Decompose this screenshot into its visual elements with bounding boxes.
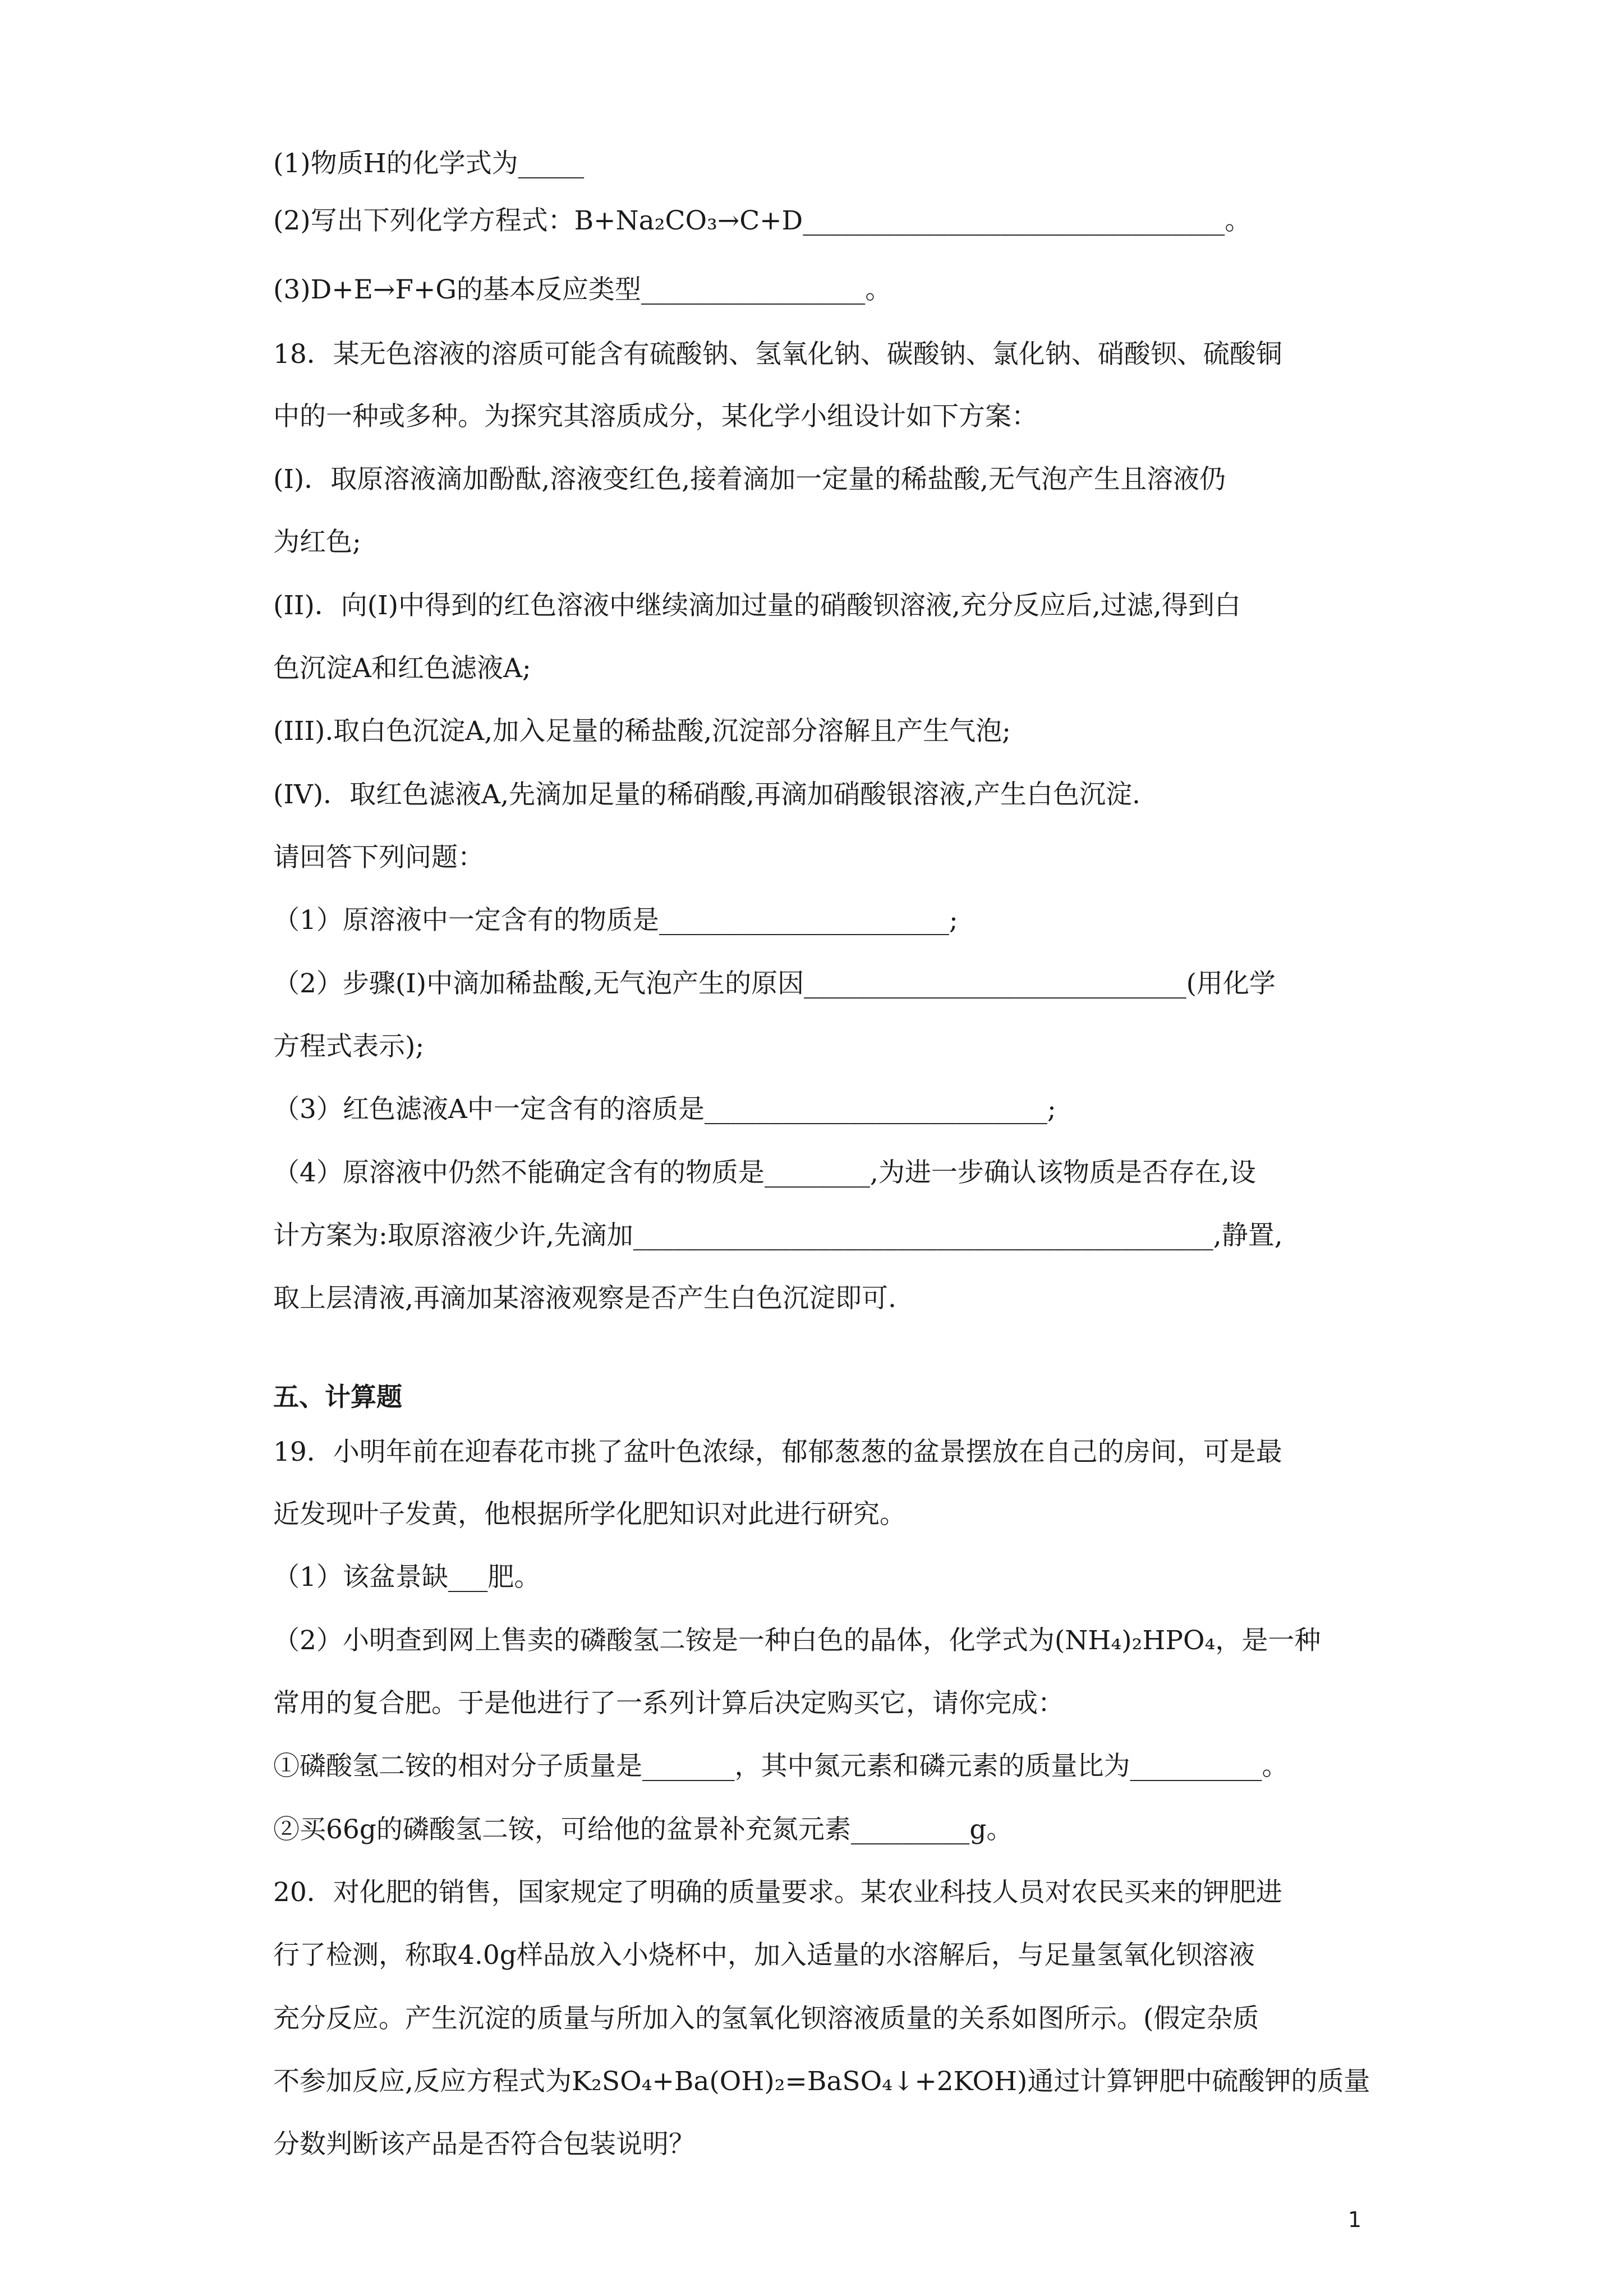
q19-sub2-line2: 常用的复合肥。于是他进行了一系列计算后决定购买它，请你完成： [273, 1688, 1064, 1719]
q17-part3: (3)D+E→F+G的基本反应类型_________________。 [273, 274, 892, 305]
q18-stem-line1: 18．某无色溶液的溶质可能含有硫酸钠、氢氧化钠、碳酸钠、氯化钠、硝酸钡、硫酸铜 [273, 339, 1282, 370]
q19-stem-line2: 近发现叶子发黄，他根据所学化肥知识对此进行研究。 [273, 1499, 906, 1530]
q17-part1: (1)物质H的化学式为_____ [273, 148, 585, 179]
q20-stem-line5: 分数判断该产品是否符合包装说明？ [273, 2129, 695, 2160]
q18-sub4-line1: （4）原溶液中仍然不能确定含有的物质是________,为进一步确认该物质是否存在,设 [273, 1157, 1256, 1188]
q19-stem-line1: 19．小明年前在迎春花市挑了盆叶色浓绿，郁郁葱葱的盆景摆放在自己的房间，可是最 [273, 1437, 1282, 1467]
q18-sub3: （3）红色滤液A中一定含有的溶质是__________________________; [273, 1094, 1056, 1125]
q18-step4: (IV)．取红色滤液A,先滴加足量的稀硝酸,再滴加硝酸银溶液,产生白色沉淀. [273, 779, 1140, 810]
q19-sub2-line1: （2）小明查到网上售卖的磷酸氢二铵是一种白色的晶体，化学式为(NH₄)₂HPO₄，是一种 [273, 1625, 1321, 1656]
q18-sub2-line1: （2）步骤(I)中滴加稀盐酸,无气泡产生的原因_____________________________(用化学 [273, 968, 1276, 999]
q17-part2: (2)写出下列化学方程式：B+Na₂CO₃→C+D________________________________。 [273, 205, 1252, 236]
q18-step3: (III).取白色沉淀A,加入足量的稀盐酸,沉淀部分溶解且产生气泡; [273, 716, 1011, 747]
q18-sub1: （1）原溶液中一定含有的物质是______________________; [273, 905, 958, 936]
q20-stem-line2: 行了检测，称取4.0g样品放入小烧杯中，加入适量的水溶解后，与足量氢氧化钡溶液 [273, 1940, 1255, 1971]
q18-sub4-line3: 取上层清液,再滴加某溶液观察是否产生白色沉淀即可. [273, 1283, 896, 1314]
q19-sub1: （1）该盆景缺___肥。 [273, 1562, 541, 1593]
q18-step1-line1: (I)．取原溶液滴加酚酞,溶液变红色,接着滴加一定量的稀盐酸,无气泡产生且溶液仍 [273, 464, 1226, 495]
q20-stem-line4: 不参加反应,反应方程式为K₂SO₄+Ba(OH)₂=BaSO₄↓+2KOH)通过计算钾肥中硫酸钾的质量 [273, 2066, 1370, 2097]
section-heading: 五、计算题 [273, 1382, 402, 1412]
q19-sub2-item1: ①磷酸氢二铵的相对分子质量是_______，其中氮元素和磷元素的质量比为__________。 [273, 1751, 1289, 1782]
q18-step1-line2: 为红色; [273, 527, 361, 558]
q18-prompt: 请回答下列问题： [273, 842, 484, 873]
q20-stem-line1: 20．对化肥的销售，国家规定了明确的质量要求。某农业科技人员对农民买来的钾肥进 [273, 1877, 1282, 1908]
q18-step2-line1: (II)．向(I)中得到的红色溶液中继续滴加过量的硝酸钡溶液,充分反应后,过滤,得到白 [273, 590, 1241, 621]
q20-stem-line3: 充分反应。产生沉淀的质量与所加入的氢氧化钡溶液质量的关系如图所示。(假定杂质 [273, 2003, 1259, 2034]
q18-step2-line2: 色沉淀A和红色滤液A; [273, 653, 531, 684]
q18-sub2-line2: 方程式表示); [273, 1031, 425, 1062]
page-number: 1 [1347, 2207, 1361, 2232]
q19-sub2-item2: ②买66g的磷酸氢二铵，可给他的盆景补充氮元素_________g。 [273, 1814, 1013, 1845]
q18-stem-line2: 中的一种或多种。为探究其溶质成分，某化学小组设计如下方案： [273, 401, 1038, 432]
q18-sub4-line2: 计方案为:取原溶液少许,先滴加____________________________________________,静置, [273, 1220, 1283, 1251]
